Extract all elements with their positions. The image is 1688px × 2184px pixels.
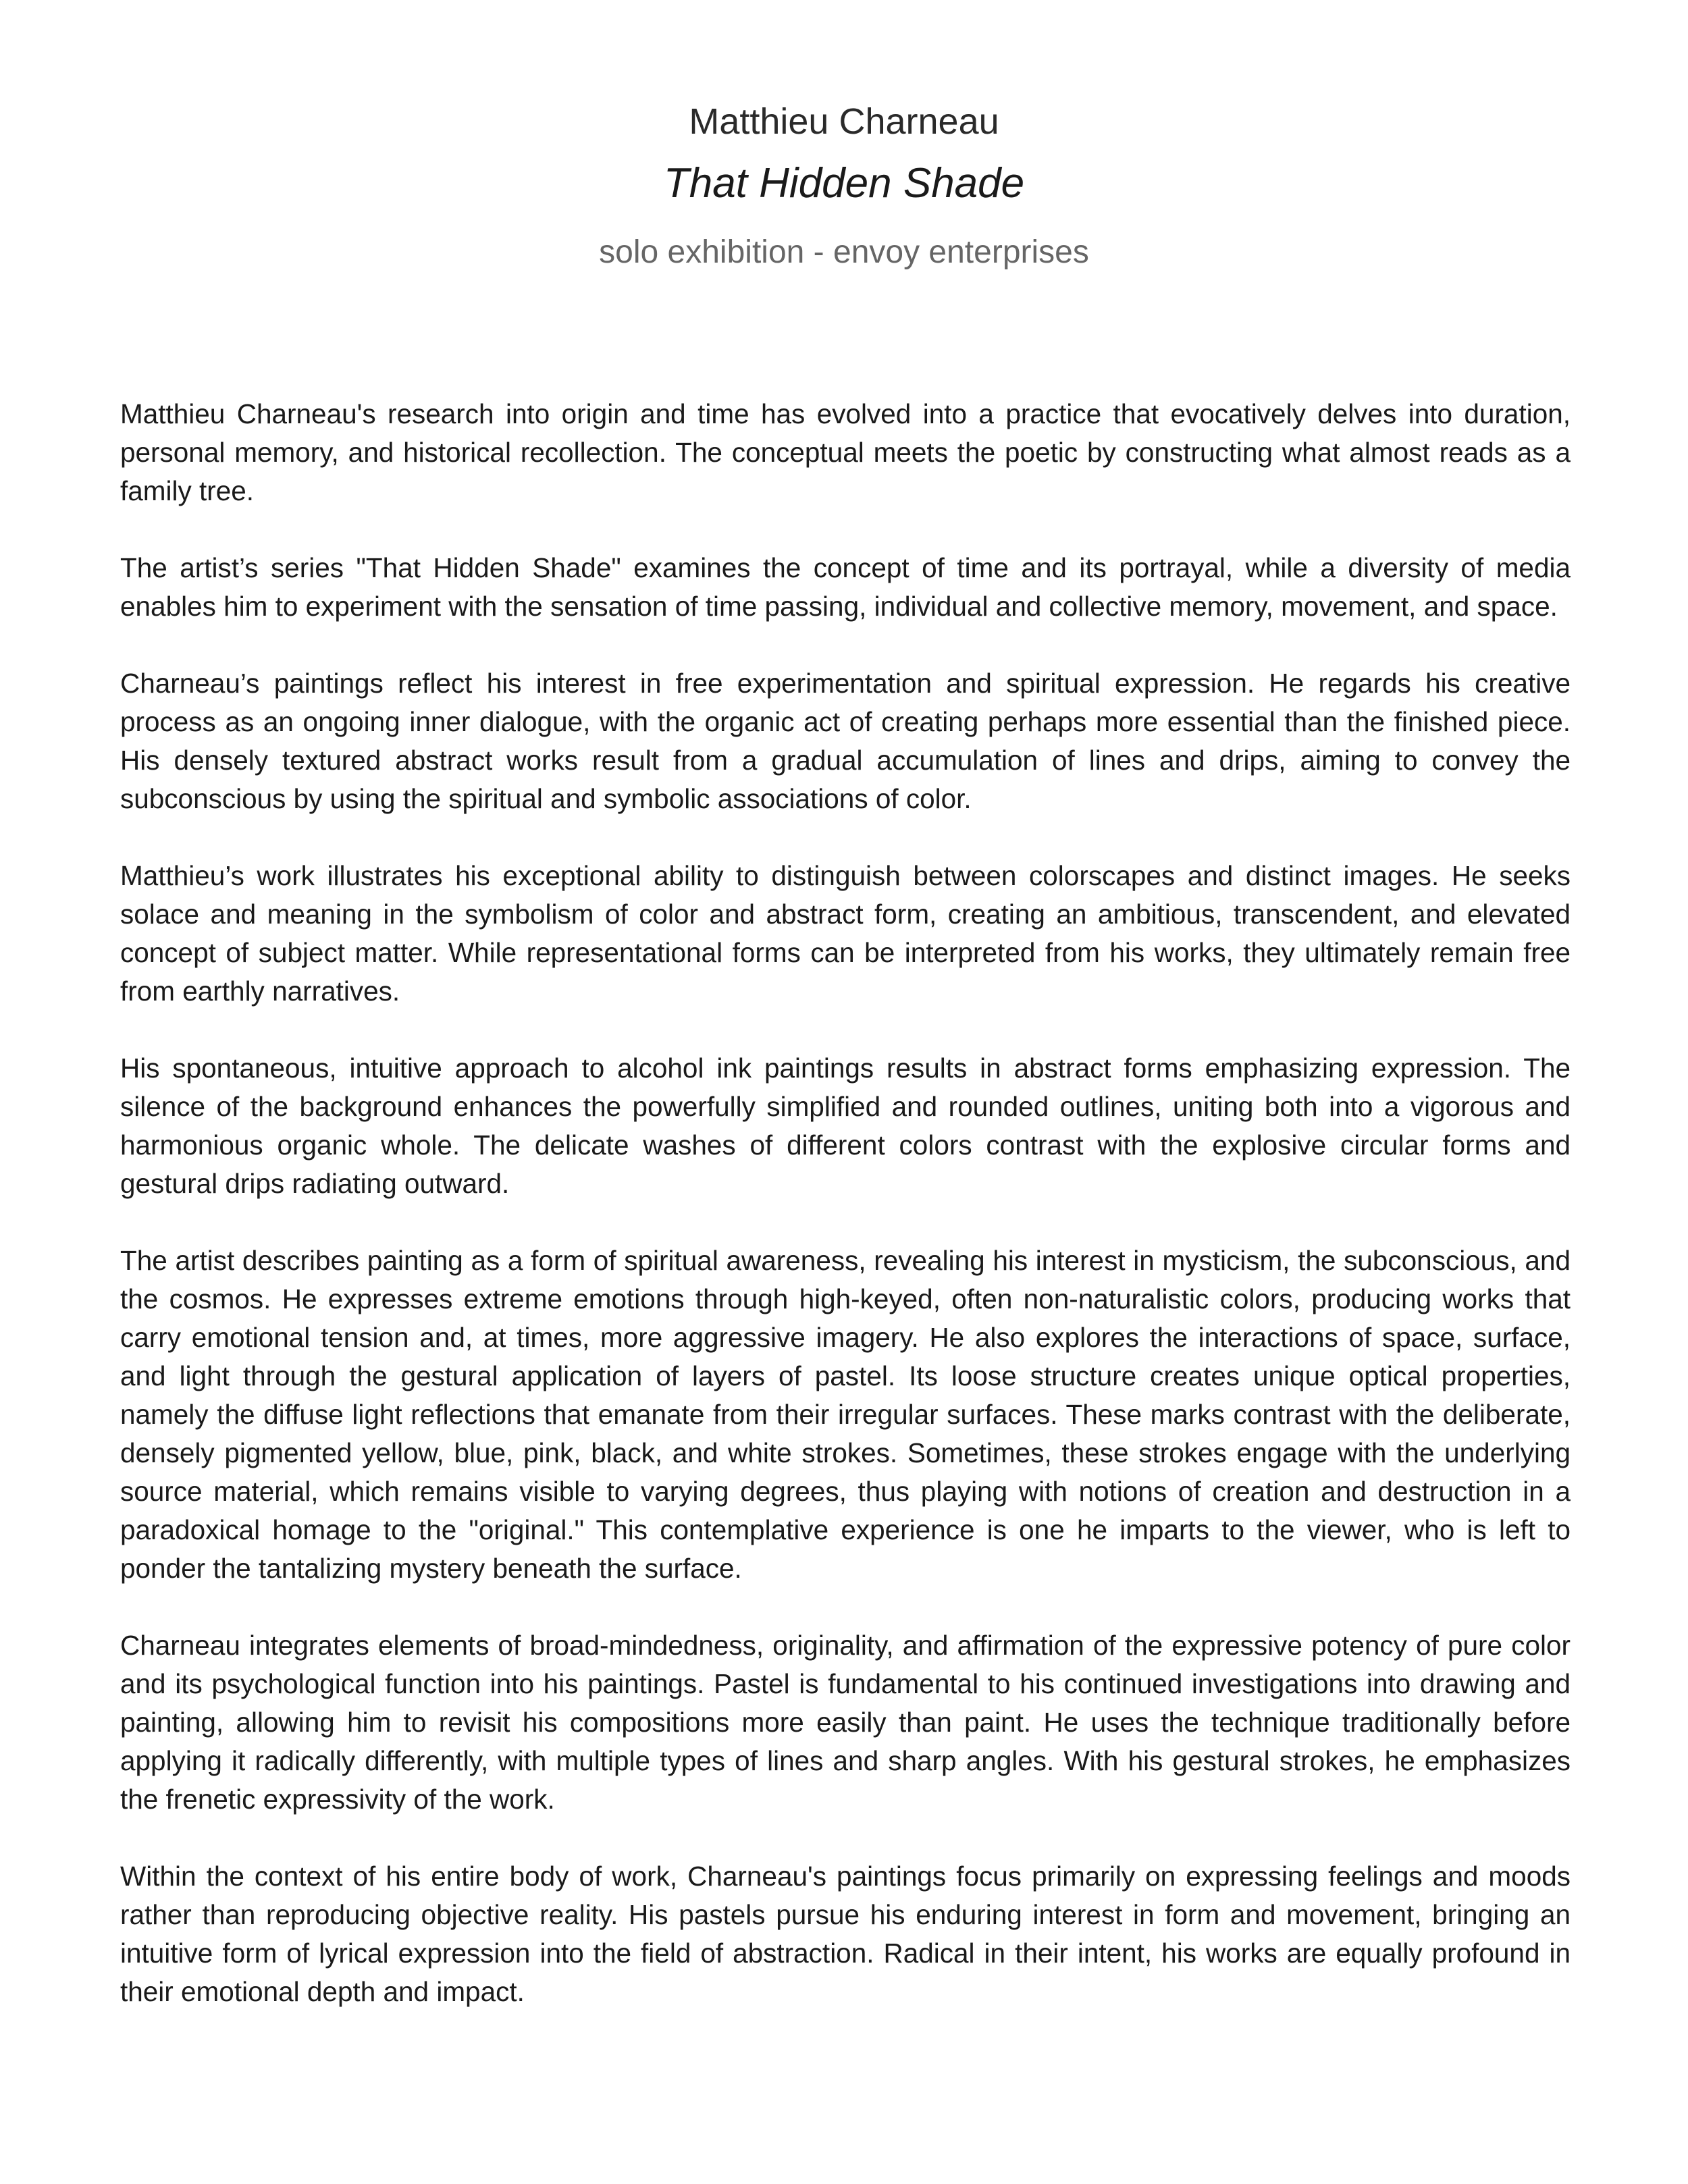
paragraph: Charneau integrates elements of broad-mindedness, originality, and affirmation of the expressive potency of pure color and its psychological function into his paintings. Pastel is fundamental to his continued investigations into drawing and painting, allowing him to revisit his compositions more easily than paint. He uses the technique traditionally before applying it radically differently, with multiple types of lines and sharp angles. With his gestural strokes, he emphasizes the frenetic expressivity of the work. [120, 1630, 1571, 1815]
exhibition-title: That Hidden Shade [663, 160, 1025, 207]
exhibition-subtitle: solo exhibition - envoy enterprises [599, 234, 1089, 270]
paragraph: Matthieu Charneau's research into origin and time has evolved into a practice that evocatively delves into duration, personal memory, and historical recollection. The conceptual meets the poetic by constructing what almost reads as a family tree. [120, 398, 1571, 506]
paragraph: Charneau’s paintings reflect his interest in free experimentation and spiritual expression. He regards his creative process as an ongoing inner dialogue, with the organic act of creating perhaps more essential than the finished piece. His densely textured abstract works result from a gradual accumulation of lines and drips, aiming to convey the subconscious by using the spiritual and symbolic associations of color. [120, 668, 1571, 814]
paragraph: Matthieu’s work illustrates his exceptional ability to distinguish between colorscapes and distinct images. He seeks solace and meaning in the symbolism of color and abstract form, creating an ambitious, transcendent, and elevated concept of subject matter. While representational forms can be interpreted from his works, they ultimately remain free from earthly narratives. [120, 860, 1571, 1007]
paragraph: His spontaneous, intuitive approach to alcohol ink paintings results in abstract forms emphasizing expression. The silence of the background enhances the powerfully simplified and rounded outlines, uniting both into a vigorous and harmonious organic whole. The delicate washes of different colors contrast with the explosive circular forms and gestural drips radiating outward. [120, 1053, 1571, 1199]
body-text [120, 395, 1571, 2050]
document-header [0, 95, 1688, 279]
paragraph: Within the context of his entire body of work, Charneau's paintings focus primarily on expressing feelings and moods rather than reproducing objective reality. His pastels pursue his enduring interest in form and movement, bringing an intuitive form of lyrical expression into the field of abstraction. Radical in their intent, his works are equally profound in their emotional depth and impact. [120, 1861, 1571, 2007]
paragraph: The artist’s series "That Hidden Shade" examines the concept of time and its portrayal, while a diversity of media enables him to experiment with the sensation of time passing, individual and collective memory, movement, and space. [120, 552, 1571, 622]
paragraph: The artist describes painting as a form of spiritual awareness, revealing his interest in mysticism, the subconscious, and the cosmos. He expresses extreme emotions through high-keyed, often non-naturalistic colors, producing works that carry emotional tension and, at times, more aggressive imagery. He also explores the interactions of space, surface, and light through the gestural application of layers of pastel. Its loose structure creates unique optical properties, namely the diffuse light reflections that emanate from their irregular surfaces. These marks contrast with the deliberate, densely pigmented yellow, blue, pink, black, and white strokes. Sometimes, these strokes engage with the underlying source material, which remains visible to varying degrees, thus playing with notions of creation and destruction in a paradoxical homage to the "original." This contemplative experience is one he imparts to the viewer, who is left to ponder the tantalizing mystery beneath the surface. [120, 1245, 1571, 1584]
artist-name: Matthieu Charneau [689, 101, 999, 142]
